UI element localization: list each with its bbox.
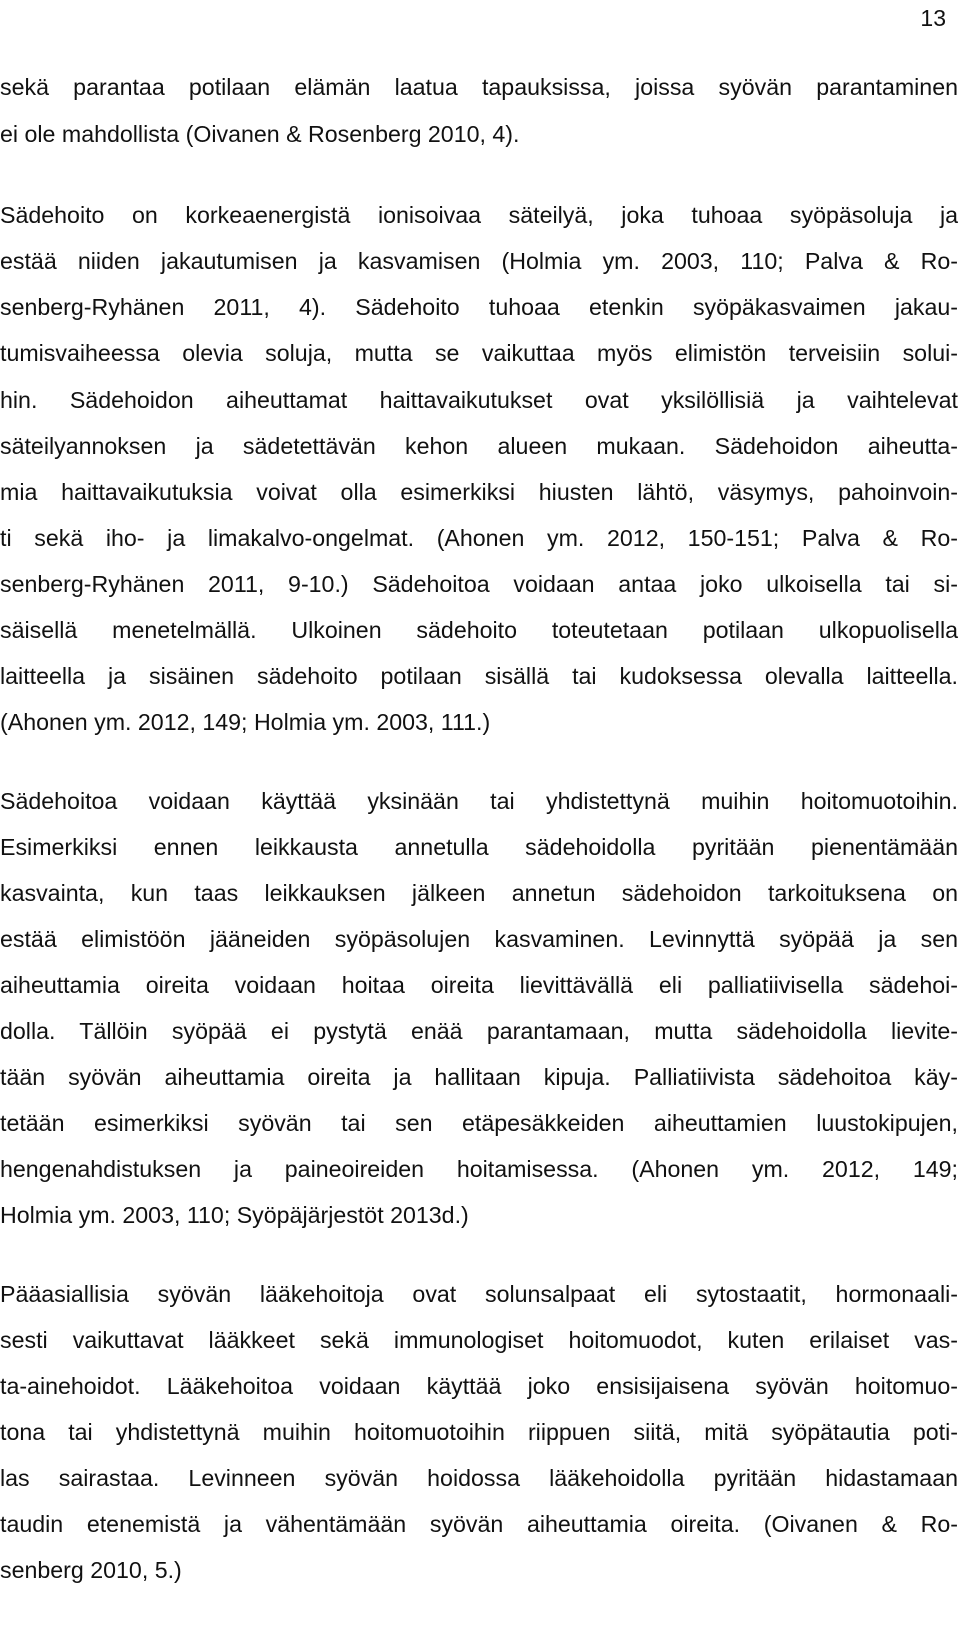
text-line: Esimerkiksi ennen leikkausta annetulla sädehoidolla pyritään pienentämään: [0, 834, 958, 860]
text-line: estää niiden jakautumisen ja kasvamisen (Holmia ym. 2003, 110; Palva & Ro-: [0, 248, 958, 274]
text-line: ti sekä iho- ja limakalvo-ongelmat. (Ahonen ym. 2012, 150-151; Palva & Ro-: [0, 525, 958, 551]
text-line: las sairastaa. Levinneen syövän hoidossa lääkehoidolla pyritään hidastamaan: [0, 1465, 958, 1491]
text-line: kasvainta, kun taas leikkauksen jälkeen annetun sädehoidon tarkoituksena on: [0, 880, 958, 906]
text-line: dolla. Tällöin syöpää ei pystytä enää parantamaan, mutta sädehoidolla lievite-: [0, 1018, 958, 1044]
text-line: (Ahonen ym. 2012, 149; Holmia ym. 2003, 111.): [0, 709, 491, 735]
text-line: senberg-Ryhänen 2011, 9-10.) Sädehoitoa voidaan antaa joko ulkoisella tai si-: [0, 571, 958, 597]
text-line: hin. Sädehoidon aiheuttamat haittavaikutukset ovat yksilöllisiä ja vaihtelevat: [0, 387, 958, 413]
text-line: taudin etenemistä ja vähentämään syövän aiheuttamia oireita. (Oivanen & Ro-: [0, 1511, 958, 1537]
text-line: estää elimistöön jääneiden syöpäsolujen kasvaminen. Levinnyttä syöpää ja sen: [0, 926, 958, 952]
text-line: Sädehoito on korkeaenergistä ionisoivaa säteilyä, joka tuhoaa syöpäsoluja ja: [0, 202, 958, 228]
text-line: laitteella ja sisäinen sädehoito potilaan sisällä tai kudoksessa olevalla laitteella.: [0, 663, 958, 689]
text-line: tona tai yhdistettynä muihin hoitomuotoihin riippuen siitä, mitä syöpätautia poti-: [0, 1419, 958, 1445]
text-line: Pääasiallisia syövän lääkehoitoja ovat solunsalpaat eli sytostaatit, hormonaali-: [0, 1281, 958, 1307]
text-line: sekä parantaa potilaan elämän laatua tapauksissa, joissa syövän parantaminen: [0, 74, 958, 100]
text-line: senberg-Ryhänen 2011, 4). Sädehoito tuhoaa etenkin syöpäkasvaimen jakau-: [0, 294, 958, 320]
text-line: Holmia ym. 2003, 110; Syöpäjärjestöt 2013d.): [0, 1202, 469, 1228]
text-line: säteilyannoksen ja sädetettävän kehon alueen mukaan. Sädehoidon aiheutta-: [0, 433, 958, 459]
text-line: senberg 2010, 5.): [0, 1557, 182, 1583]
text-line: sesti vaikuttavat lääkkeet sekä immunologiset hoitomuodot, kuten erilaiset vas-: [0, 1327, 958, 1353]
text-line: mia haittavaikutuksia voivat olla esimerkiksi hiusten lähtö, väsymys, pahoinvoin-: [0, 479, 958, 505]
text-line: ei ole mahdollista (Oivanen & Rosenberg 2010, 4).: [0, 121, 520, 147]
text-line: tetään esimerkiksi syövän tai sen etäpesäkkeiden aiheuttamien luustokipujen,: [0, 1110, 958, 1136]
text-line: tumisvaiheessa olevia soluja, mutta se vaikuttaa myös elimistön terveisiin solui-: [0, 340, 958, 366]
text-line: aiheuttamia oireita voidaan hoitaa oireita lievittävällä eli palliatiivisella sädehoi-: [0, 972, 958, 998]
text-line: ta-ainehoidot. Lääkehoitoa voidaan käyttää joko ensisijaisena syövän hoitomuo-: [0, 1373, 958, 1399]
text-line: säisellä menetelmällä. Ulkoinen sädehoito toteutetaan potilaan ulkopuolisella: [0, 617, 958, 643]
text-line: hengenahdistuksen ja paineoireiden hoitamisessa. (Ahonen ym. 2012, 149;: [0, 1156, 958, 1182]
text-line: tään syövän aiheuttamia oireita ja hallitaan kipuja. Palliatiivista sädehoitoa käy-: [0, 1064, 958, 1090]
text-line: Sädehoitoa voidaan käyttää yksinään tai yhdistettynä muihin hoitomuotoihin.: [0, 788, 958, 814]
page-number: 13: [920, 5, 946, 31]
